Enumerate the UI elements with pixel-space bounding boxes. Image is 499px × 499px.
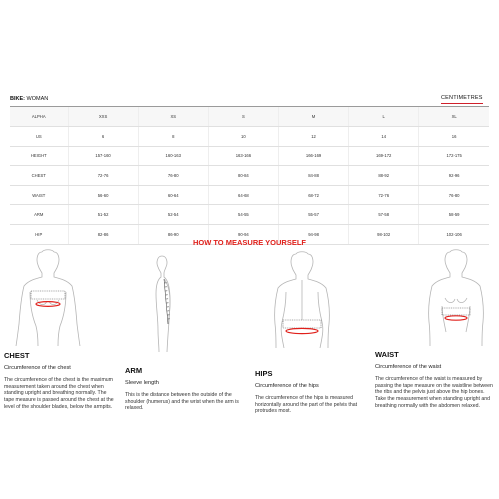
table-cell: 14 — [349, 127, 419, 147]
table-cell: 57-58 — [349, 205, 419, 225]
table-cell: 76-80 — [419, 185, 489, 205]
column-header: S — [208, 107, 278, 127]
table-cell: 80-84 — [208, 166, 278, 186]
table-cell: 51-52 — [68, 205, 138, 225]
waist-info — [375, 350, 495, 410]
table-cell: 94-98 — [278, 225, 348, 245]
size-table — [10, 107, 489, 245]
table-cell: 98-102 — [349, 225, 419, 245]
chest-info — [4, 351, 116, 411]
chest-figure — [4, 246, 92, 346]
column-header: XS — [138, 107, 208, 127]
column-header: ALPHA — [10, 107, 68, 127]
table-cell: 52-54 — [138, 205, 208, 225]
table-cell: 163-166 — [208, 146, 278, 166]
table-header-row — [10, 107, 489, 127]
arm-description: This is the distance between the outside of the shoulder (humerus) and the wrist when the arm is relaxed. — [125, 392, 239, 412]
table-cell: 90-94 — [208, 225, 278, 245]
table-cell: 72-76 — [68, 166, 138, 186]
arm-heading: ARM — [125, 366, 143, 375]
table-row — [10, 185, 489, 205]
row-label: CHEST — [10, 166, 68, 186]
bike-label-value: WOMAN — [26, 96, 49, 102]
table-cell: 8 — [138, 127, 208, 147]
hips-figure — [258, 248, 346, 348]
row-label: HEIGHT — [10, 146, 68, 166]
waist-heading: WAIST — [375, 350, 399, 359]
arm-figure — [140, 252, 190, 352]
table-cell: 84-88 — [278, 166, 348, 186]
hips-description: The circumference of the hips is measured horizontally around the part of the pelvis that protrudes most. — [255, 395, 358, 415]
waist-figure — [414, 246, 498, 346]
hips-subtitle: Circumference of the hips — [255, 383, 319, 389]
chest-subtitle: Circumference of the chest — [4, 365, 71, 371]
row-label: ARM — [10, 205, 68, 225]
row-label: US — [10, 127, 68, 147]
row-label: WAIST — [10, 185, 68, 205]
table-cell: 54-55 — [208, 205, 278, 225]
table-cell: 64-68 — [208, 185, 278, 205]
table-cell: 157-160 — [68, 146, 138, 166]
table-row — [10, 166, 489, 186]
table-cell: 92-96 — [419, 166, 489, 186]
table-cell: 86-90 — [138, 225, 208, 245]
column-header: L — [349, 107, 419, 127]
table-cell: 172-175 — [419, 146, 489, 166]
how-to-measure-title: HOW TO MEASURE YOURSELF — [192, 238, 307, 247]
column-header: XL — [419, 107, 489, 127]
table-cell: 58-59 — [419, 205, 489, 225]
table-cell: 82-86 — [68, 225, 138, 245]
table-cell: 68-72 — [278, 185, 348, 205]
arm-info — [125, 366, 243, 412]
table-cell: 169-172 — [349, 146, 419, 166]
table-row — [10, 205, 489, 225]
table-cell: 6 — [68, 127, 138, 147]
bike-label — [10, 96, 48, 102]
table-cell: 16 — [419, 127, 489, 147]
table-cell: 12 — [278, 127, 348, 147]
chest-heading: CHEST — [4, 351, 30, 360]
table-row — [10, 146, 489, 166]
hips-heading: HIPS — [255, 369, 273, 378]
table-cell: 102-106 — [419, 225, 489, 245]
unit-tab-centimetres[interactable]: CENTIMETRES — [441, 95, 483, 101]
waist-description: The circumference of the waist is measured by passing the tape measure on the waistline between the ribs and the pelvis just above the hip bones. Take the measurement when standing upright and breathing normally with the abdomen relaxed. — [375, 376, 493, 409]
table-row — [10, 127, 489, 147]
waist-subtitle: Circumference of the waist — [375, 364, 442, 370]
table-cell: 56-60 — [68, 185, 138, 205]
table-cell: 76-80 — [138, 166, 208, 186]
table-cell: 166-169 — [278, 146, 348, 166]
table-cell: 160-163 — [138, 146, 208, 166]
column-header: XXS — [68, 107, 138, 127]
table-cell: 60-64 — [138, 185, 208, 205]
table-cell: 88-92 — [349, 166, 419, 186]
table-cell: 55-57 — [278, 205, 348, 225]
chest-description: The circumference of the chest is the maximum measurement taken around the chest when standing upright and breathing normally. The tape measure is passed around the chest at the level of the shoulder blades, below the armpits. — [4, 377, 114, 410]
hips-info — [255, 369, 367, 415]
table-cell: 72-76 — [349, 185, 419, 205]
bike-label-key: BIKE: — [10, 96, 25, 102]
table-cell: 10 — [208, 127, 278, 147]
column-header: M — [278, 107, 348, 127]
arm-subtitle: Sleeve length — [125, 380, 159, 386]
row-label: HIP — [10, 225, 68, 245]
